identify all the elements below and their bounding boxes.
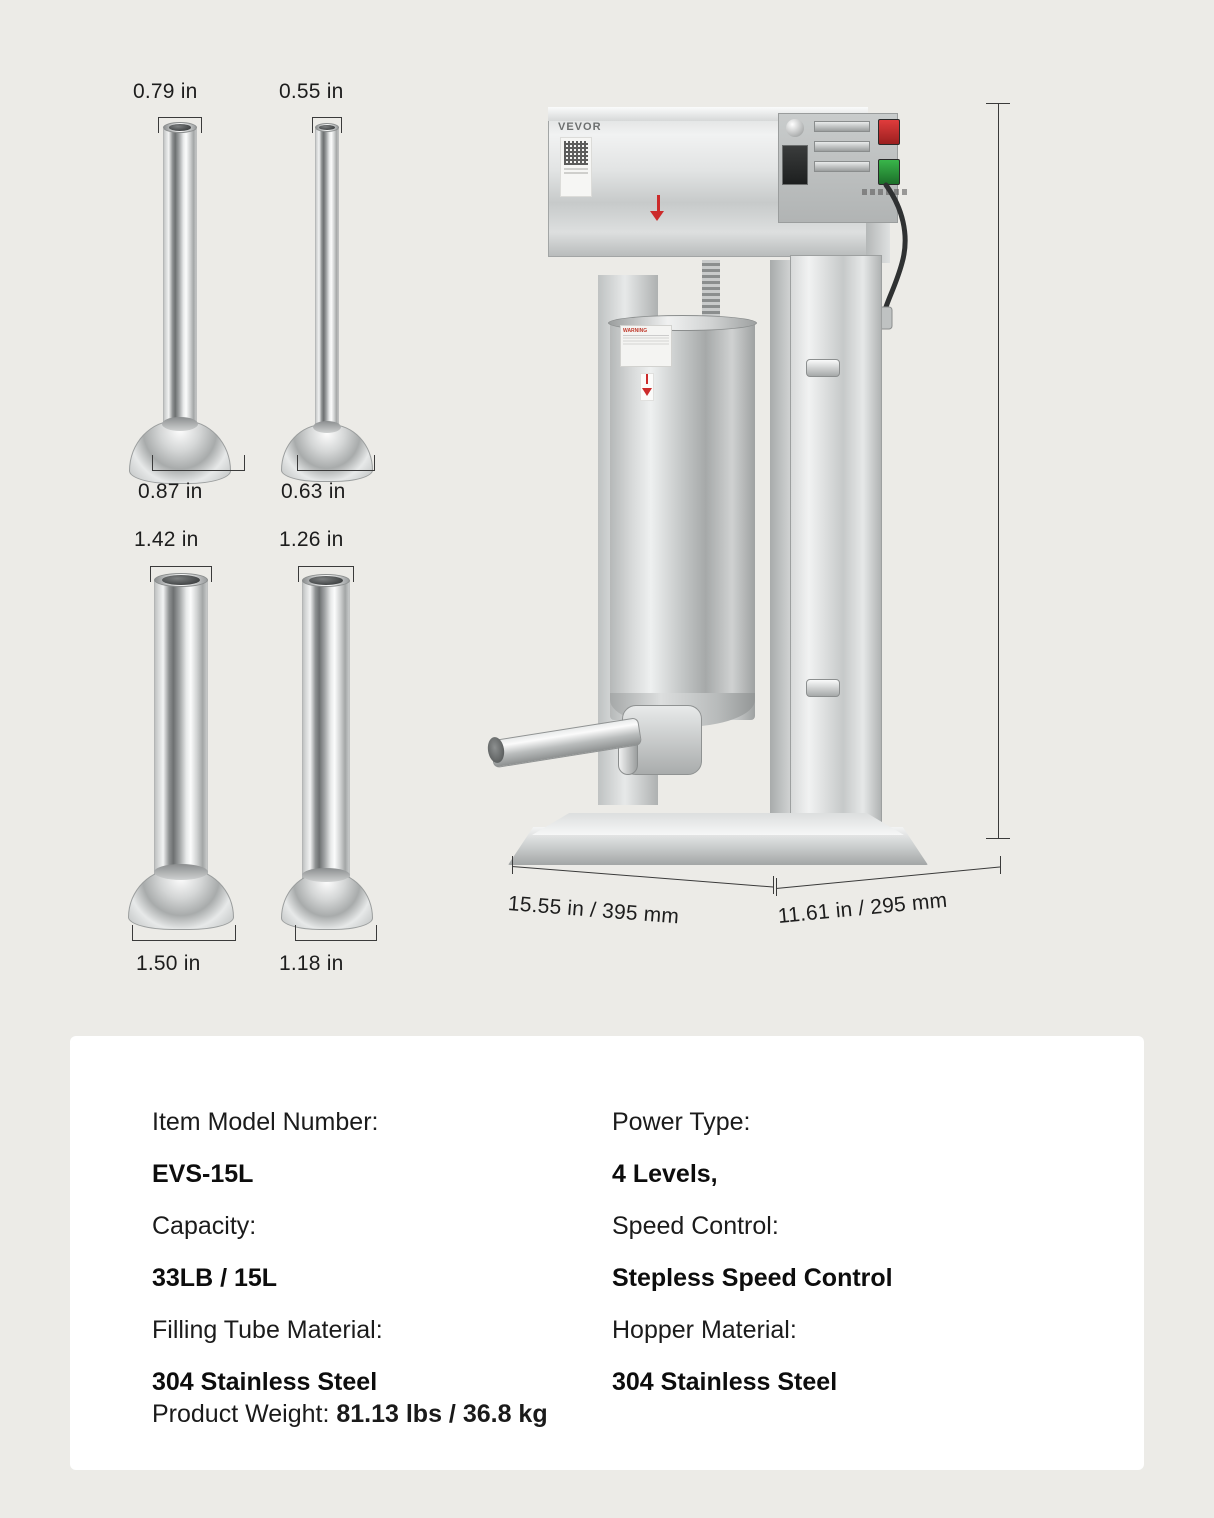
right-panel-bolt-2 [806, 679, 840, 697]
tube-material-value: 304 Stainless Steel [152, 1368, 378, 1396]
machine-base-top [532, 813, 904, 835]
hopper-material-value: 304 Stainless Steel [612, 1368, 838, 1396]
depth-dimension-label: 11.61 in / 295 mm [776, 888, 949, 928]
tube-4-bottom-dimension: 1.18 in [279, 952, 344, 975]
capacity-value: 33LB / 15L [152, 1264, 278, 1292]
tube-1-bottom-dimension: 0.87 in [138, 480, 203, 503]
width-dimension-label: 15.55 in / 395 mm [507, 892, 680, 929]
sausage-stuffer-illustration [470, 85, 980, 875]
tube-1-top-dimension: 0.79 in [133, 80, 198, 103]
weight-value: 81.13 lbs / 36.8 kg [336, 1400, 548, 1428]
tube-3-bottom-dimension: 1.50 in [136, 952, 201, 975]
specification-card [70, 1036, 1144, 1470]
tube-2-bottom-dimension: 0.63 in [281, 480, 346, 503]
tube-diagram-1 [110, 80, 250, 480]
capacity-label: Capacity: [152, 1212, 257, 1240]
warning-sticker [620, 325, 672, 367]
height-dimension-line [998, 103, 999, 838]
tube-diagram-2 [255, 80, 395, 480]
speed-control-knob[interactable] [786, 119, 804, 137]
control-display [782, 145, 808, 185]
hopper-cylinder [610, 320, 755, 720]
weight-label: Product Weight: [152, 1400, 330, 1428]
machine-right-panel [790, 255, 882, 845]
model-label: Item Model Number: [152, 1108, 379, 1136]
tube-diagram-4 [255, 528, 395, 948]
hopper-material-label: Hopper Material: [612, 1316, 797, 1344]
speed-value: Stepless Speed Control [612, 1264, 893, 1292]
speed-label: Speed Control: [612, 1212, 779, 1240]
qr-code-sticker [560, 137, 592, 197]
tube-material-label: Filling Tube Material: [152, 1316, 383, 1344]
power-switch-red[interactable] [878, 119, 900, 145]
power-value: 4 Levels, [612, 1160, 718, 1188]
direction-arrow-sticker [640, 373, 654, 401]
vent-slot-3 [814, 161, 870, 172]
vent-slot-1 [814, 121, 870, 132]
vent-slot-2 [814, 141, 870, 152]
specification-grid [152, 1096, 1072, 1408]
housing-arrow-icon [650, 195, 666, 221]
power-label: Power Type: [612, 1108, 751, 1136]
tube-4-top-dimension: 1.26 in [279, 528, 344, 551]
tube-3-top-dimension: 1.42 in [134, 528, 199, 551]
warning-sticker-label: WARNING [623, 328, 648, 334]
product-weight-row [152, 1388, 548, 1440]
model-value: EVS-15L [152, 1160, 254, 1188]
tube-2-top-dimension: 0.55 in [279, 80, 344, 103]
tube-diagram-3 [110, 528, 250, 948]
brand-logo: VEVOR [558, 121, 602, 133]
right-panel-bolt-1 [806, 359, 840, 377]
